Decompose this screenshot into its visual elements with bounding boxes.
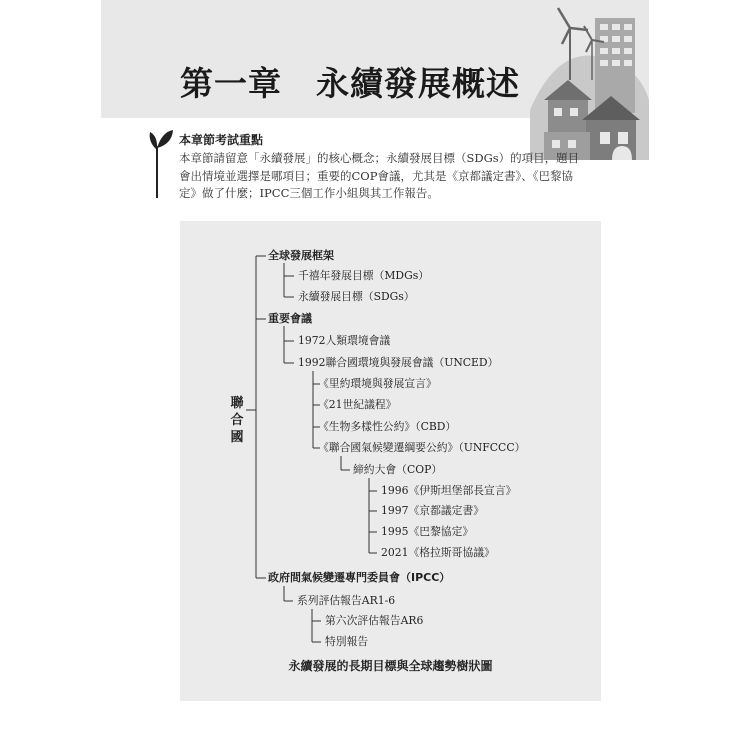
diagram-caption: 永續發展的長期目標與全球趨勢樹狀圖 xyxy=(288,659,493,673)
key-points-body xyxy=(179,150,607,203)
node-agenda21: 《21世紀議程》 xyxy=(318,398,397,411)
chapter-title: 第一章 永續發展概述 xyxy=(180,64,520,103)
key-points-line: 定》做了什麼；IPCC三個工作小組與其工作報告。 xyxy=(179,186,439,200)
node-1995: 1995《巴黎協定》 xyxy=(381,525,474,538)
node-important-conferences: 重要會議 xyxy=(268,312,312,325)
city-windmill-illustration xyxy=(500,0,649,160)
key-points-title: 本章節考試重點 xyxy=(179,133,264,147)
key-points-line: 本章節請留意「永續發展」的核心概念；永續發展目標（SDGs）的項目，題目 xyxy=(179,151,580,165)
node-global-framework: 全球發展框架 xyxy=(268,249,334,262)
node-ar6: 第六次評估報告AR6 xyxy=(325,614,424,627)
node-1972: 1972人類環境會議 xyxy=(298,334,391,347)
node-1996: 1996《伊斯坦堡部長宣言》 xyxy=(381,484,517,497)
node-2021: 2021《格拉斯哥協議》 xyxy=(381,546,495,559)
node-mdgs: 千禧年發展目標（MDGs） xyxy=(298,269,430,282)
node-special-reports: 特別報告 xyxy=(325,635,369,648)
key-points-line: 會出情境並選擇是哪項目；重要的COP會議，尤其是《京都議定書》、《巴黎協 xyxy=(179,168,573,183)
tree-root-un: 聯合國 xyxy=(230,396,244,445)
node-unfccc: 《聯合國氣候變遷綱要公約》（UNFCCC） xyxy=(318,441,526,454)
node-cop: 締約大會（COP） xyxy=(353,463,443,476)
node-1992-unced: 1992聯合國環境與發展會議（UNCED） xyxy=(298,356,499,369)
node-sdgs: 永續發展目標（SDGs） xyxy=(298,290,415,303)
node-ipcc: 政府間氣候變遷專門委員會（IPCC） xyxy=(268,571,451,584)
leaf-icon xyxy=(148,128,174,202)
node-1997: 1997《京都議定書》 xyxy=(381,504,485,517)
node-rio: 《里約環境與發展宣言》 xyxy=(318,377,437,390)
node-ar-series: 系列評估報告AR1-6 xyxy=(297,594,396,607)
node-cbd: 《生物多樣性公約》（CBD） xyxy=(318,420,457,433)
